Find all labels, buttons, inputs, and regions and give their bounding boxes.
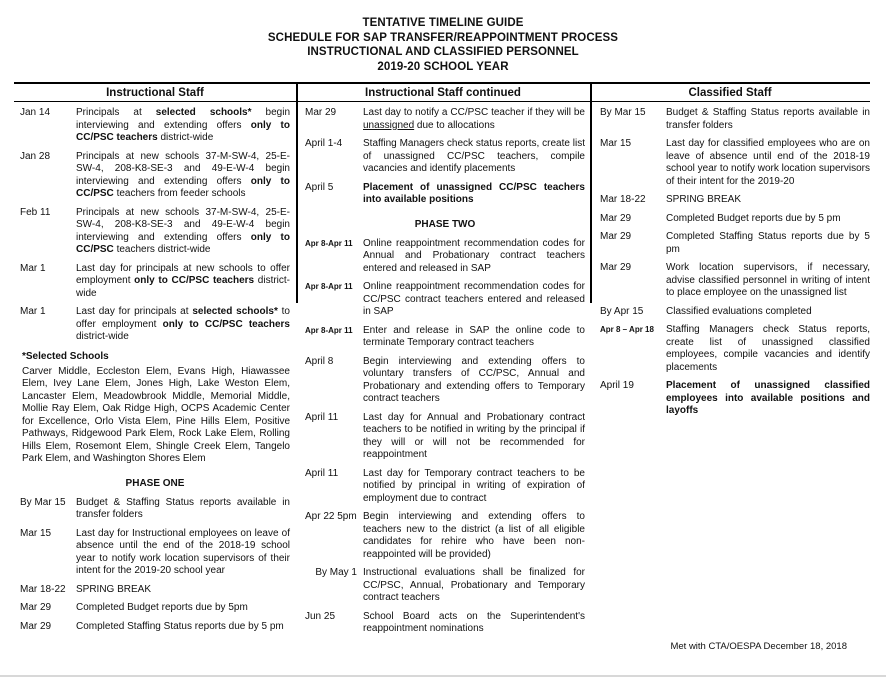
column-separator-line-1 [296, 82, 298, 303]
row-description: Completed Staffing Status reports due by 5 pm [666, 231, 870, 255]
row-date: By Mar 15 [600, 107, 646, 118]
row-date: Apr 8-Apr 11 [305, 325, 353, 335]
row-description: Classified evaluations completed [666, 305, 812, 317]
column-classified [590, 102, 870, 424]
row-date: Jun 25 [305, 610, 336, 622]
timeline-row [600, 380, 870, 418]
row-date: Mar 29 [600, 231, 632, 242]
row-date: Apr 8-Apr 11 [305, 238, 353, 248]
timeline-row [305, 281, 585, 319]
column-header-classified: Classified Staff [688, 86, 772, 99]
timeline-row [600, 324, 870, 374]
table-body [14, 102, 870, 642]
row-description: Staffing Managers check Status reports, create list of unassigned classified employees, compile vacancies and identify placements [666, 324, 870, 373]
row-description: Principals at selected schools* begin interviewing and extending offers only to CC/PSC teachers district-wide [76, 107, 291, 143]
row-description: Completed Staffing Status reports due by 5 pm [76, 620, 284, 632]
column-separator-line-2 [590, 82, 592, 303]
column-instructional-continued [296, 102, 590, 642]
row-description: Last day to notify a CC/PSC teacher if they will be unassigned due to allocations [363, 107, 585, 131]
row-description: Last day for Instructional employees on leave of absence until the end of the 2018-19 school year to notify work location supervisors of their intent for the 2019-20 school year [76, 527, 290, 576]
timeline-row [20, 621, 290, 634]
timeline-row [305, 107, 585, 132]
timeline-row [305, 511, 585, 561]
row-description: Principals at new schools 37-M-SW-4, 25-E-SW-4, 208-K8-SE-3 and 49-E-W-4 begin interviewing and extending offers only to CC/PSC teachers from feeder schools [76, 150, 290, 199]
row-date: By May 1 [315, 567, 357, 578]
row-date: April 19 [600, 380, 634, 391]
row-description: SPRING BREAK [666, 194, 742, 205]
row-date: Mar 29 [305, 107, 337, 118]
row-description: Budget & Staffing Status reports available in transfer folders [76, 496, 290, 520]
timeline-row [600, 194, 870, 207]
row-date: Apr 22 5pm [305, 511, 357, 522]
timeline-row [20, 306, 290, 344]
timeline-row [305, 238, 585, 276]
row-description: Begin interviewing and extending offers to teachers new to the district (a list of all eligible candidates for rehire who have been non-reappointed will be provided) [363, 511, 585, 560]
row-description: Last day for principals at new schools to offer employment only to CC/PSC teachers district-wide [76, 262, 291, 299]
column-header-instructional-continued: Instructional Staff continued [365, 86, 521, 99]
row-date: Mar 18-22 [20, 583, 66, 595]
selected-schools-list: Carver Middle, Eccleston Elem, Evans High, Hiawassee Elem, Ivey Lane Elem, Jones High, Lake Weston Elem, Lancaster Elem, Meadowbrook Middle, Memorial Middle, Mollie Ray Elem, Oak Ridge High, OCPS Academic Center for Excellence, Orlo Vista Elem, Pine Hills Elem, Positive Pathways, Ridgewood Park Elem, Rock Lake Elem, Rolling Hills Elem, Rosemont Elem, Shingle Creek Elem, Tangelo Park Elem, and Washington Shores Elem [22, 365, 290, 464]
timeline-row [305, 138, 585, 176]
timeline-row [20, 107, 290, 145]
column-header-instructional: Instructional Staff [106, 86, 204, 99]
row-date: April 5 [305, 181, 334, 193]
row-description: Instructional evaluations shall be finalized for CC/PSC, Annual, Probationary and Temporary contract teachers [363, 567, 585, 603]
row-description: Last day for Temporary contract teachers to be notified by principal in writing of expiration of employment due to contract [363, 467, 585, 504]
row-date: Jan 14 [20, 107, 51, 118]
timeline-row [305, 611, 585, 636]
row-date: Mar 1 [20, 306, 46, 317]
row-description: Last day for principals at selected schools* to offer employment only to CC/PSC teachers district-wide [76, 306, 290, 342]
timeline-row [600, 262, 870, 300]
page-bottom-edge [0, 675, 886, 677]
row-date: Mar 15 [600, 138, 632, 149]
timeline-row [20, 602, 290, 615]
row-date: By Apr 15 [600, 305, 644, 317]
timeline-row [305, 182, 585, 207]
footer-note: Met with CTA/OESPA December 18, 2018 [670, 641, 847, 652]
row-date: Jan 28 [20, 150, 51, 162]
row-description: Completed Budget reports due by 5pm [76, 602, 248, 613]
title-line: INSTRUCTIONAL AND CLASSIFIED PERSONNEL [307, 46, 579, 58]
row-date: By Mar 15 [20, 496, 66, 508]
timeline-row [305, 356, 585, 406]
timeline-row [20, 528, 290, 578]
row-date: Apr 8-Apr 11 [305, 282, 353, 291]
title-line: 2019-20 SCHOOL YEAR [377, 60, 509, 73]
timeline-row [20, 207, 290, 257]
timeline-row [600, 138, 870, 188]
row-date: Mar 29 [20, 602, 52, 613]
row-description: Enter and release in SAP the online code to terminate Temporary contract teachers [363, 324, 585, 348]
timeline-row [20, 584, 290, 597]
timeline-row [600, 213, 870, 226]
row-date: April 1-4 [305, 138, 343, 149]
row-description: Last day for classified employees who are on leave of absence until end of the 2018-19 school year to notify work location supervisors of their intent for the 2019-20 [666, 138, 870, 187]
row-date: April 11 [305, 467, 339, 479]
row-date: Apr 8 – Apr 18 [600, 325, 654, 334]
row-description: Staffing Managers check status reports, create list of unassigned CC/PSC teachers, compile vacancies and identify placements [363, 138, 585, 174]
timeline-row [305, 468, 585, 506]
row-description: Online reappointment recommendation codes for Annual and Probationary contract teachers entered and released in SAP [363, 237, 585, 274]
row-description: SPRING BREAK [76, 583, 152, 595]
timeline-row [20, 151, 290, 201]
phase-heading: PHASE TWO [414, 218, 476, 230]
timeline-row [600, 231, 870, 256]
selected-schools-heading: *Selected Schools [22, 350, 109, 362]
row-date: April 11 [305, 411, 339, 423]
row-description: Placement of unassigned CC/PSC teachers into available positions [363, 181, 585, 205]
timeline-row [20, 497, 290, 522]
row-date: April 8 [305, 355, 334, 367]
document-title [0, 0, 886, 74]
row-description: Principals at new schools 37-M-SW-4, 25-E-SW-4, 208-K8-SE-3 and 49-E-W-4 begin interviewing and extending offers only to CC/PSC teachers district-wide [76, 206, 290, 255]
timeline-row [305, 412, 585, 462]
timeline-row [305, 567, 585, 605]
row-description: Last day for Annual and Probationary contract teachers to be notified in writing by the principal if they will or will not be recommended for reappointment [363, 411, 585, 460]
row-date: Mar 15 [20, 527, 52, 539]
timeline-row [600, 306, 870, 319]
row-description: Budget & Staffing Status reports available in transfer folders [666, 107, 870, 131]
timeline-row [20, 263, 290, 301]
row-description: Online reappointment recommendation codes for CC/PSC contract teachers entered and released in SAP [363, 281, 585, 317]
row-date: Mar 18-22 [600, 194, 646, 205]
table-header-row [14, 82, 870, 102]
row-date: Feb 11 [20, 206, 51, 218]
row-description: Begin interviewing and extending offers to voluntary transfers of CC/PSC, Annual and Probationary and extending offers to Temporary contract teachers [363, 355, 585, 404]
title-line: SCHEDULE FOR SAP TRANSFER/REAPPOINTMENT PROCESS [267, 31, 619, 44]
timeline-row [305, 325, 585, 350]
row-date: Mar 1 [20, 262, 46, 274]
title-line: TENTATIVE TIMELINE GUIDE [362, 17, 524, 29]
timeline-row [600, 107, 870, 132]
row-description: School Board acts on the Superintendent's reappointment nominations [363, 610, 585, 634]
row-description: Work location supervisors, if necessary, advise classified personnel in writing of intent to place employee on the unassigned list [666, 262, 870, 298]
row-date: Mar 29 [600, 212, 632, 224]
phase-heading: PHASE ONE [125, 477, 185, 489]
row-date: Mar 29 [600, 262, 632, 273]
row-description: Completed Budget reports due by 5 pm [666, 212, 841, 224]
timeline-table [14, 82, 870, 642]
row-description: Placement of unassigned classified employees into available positions and layoffs [666, 380, 870, 416]
row-date: Mar 29 [20, 620, 52, 632]
column-instructional [14, 102, 296, 639]
